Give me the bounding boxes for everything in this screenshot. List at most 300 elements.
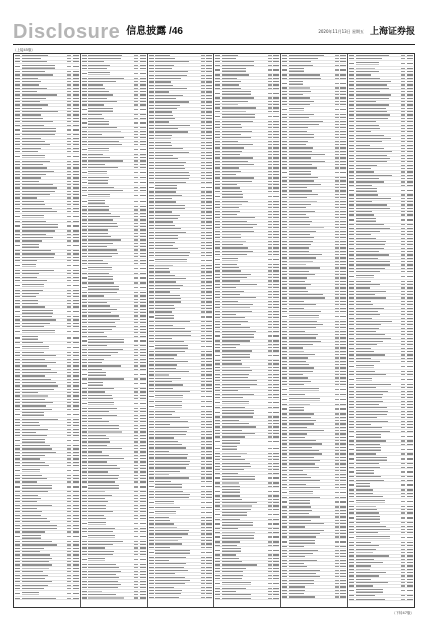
cell-name bbox=[22, 310, 53, 314]
cell-grp bbox=[335, 354, 339, 355]
cell-name bbox=[22, 554, 50, 555]
cell-grp bbox=[201, 118, 205, 119]
cell-no bbox=[149, 205, 154, 206]
cell-grp bbox=[401, 234, 405, 235]
cell-grp bbox=[134, 591, 138, 592]
cell-name bbox=[22, 535, 41, 539]
cell-name bbox=[222, 367, 250, 368]
cell-name bbox=[222, 277, 247, 278]
cell-tag bbox=[340, 257, 346, 258]
cell-no bbox=[15, 365, 20, 366]
cell-name bbox=[22, 485, 52, 489]
cell-name bbox=[88, 256, 112, 257]
cell-name bbox=[222, 430, 242, 431]
table-column bbox=[81, 54, 148, 607]
cell-grp bbox=[268, 184, 272, 185]
cell-no bbox=[282, 357, 287, 358]
cell-name bbox=[22, 94, 57, 95]
cell-name bbox=[356, 178, 379, 179]
cell-name bbox=[222, 473, 238, 474]
cell-no bbox=[15, 518, 20, 519]
cell-tag bbox=[140, 319, 146, 320]
cell-tag bbox=[340, 201, 346, 202]
cell-tag bbox=[340, 470, 346, 471]
cell-grp bbox=[201, 494, 205, 495]
cell-no bbox=[15, 265, 20, 266]
cell-name bbox=[356, 161, 387, 162]
cell-tag bbox=[407, 55, 413, 56]
cell-name bbox=[356, 101, 376, 102]
cell-grp bbox=[335, 470, 339, 471]
cell-grp bbox=[201, 121, 205, 122]
cell-tag bbox=[206, 388, 212, 389]
cell-tag bbox=[340, 408, 346, 409]
cell-name bbox=[222, 211, 240, 212]
cell-tag bbox=[140, 554, 146, 555]
cell-tag bbox=[340, 541, 346, 542]
cell-name bbox=[289, 304, 316, 305]
cell-grp bbox=[134, 98, 138, 99]
cell-tag bbox=[273, 532, 279, 533]
cell-name bbox=[88, 299, 120, 300]
cell-no bbox=[15, 544, 20, 545]
cell-tag bbox=[140, 253, 146, 254]
cell-name bbox=[222, 284, 257, 285]
cell-no bbox=[149, 331, 154, 332]
cell-tag bbox=[206, 451, 212, 452]
cell-tag bbox=[206, 381, 212, 382]
cell-tag bbox=[73, 379, 79, 380]
cell-grp bbox=[335, 167, 339, 168]
cell-no bbox=[215, 367, 220, 368]
cell-grp bbox=[401, 111, 405, 112]
cell-name bbox=[155, 533, 188, 534]
cell-name bbox=[88, 309, 117, 310]
cell-name bbox=[22, 389, 54, 390]
cell-no bbox=[349, 101, 354, 102]
cell-name bbox=[88, 276, 113, 280]
cell-no bbox=[282, 91, 287, 92]
cell-grp bbox=[268, 456, 272, 457]
cell-grp bbox=[67, 331, 71, 332]
cell-no bbox=[82, 144, 87, 145]
cell-name bbox=[88, 65, 110, 66]
cell-no bbox=[215, 164, 220, 165]
cell-no bbox=[15, 55, 20, 56]
cell-name bbox=[356, 121, 376, 122]
cell-tag bbox=[73, 395, 79, 396]
cell-name bbox=[155, 118, 175, 119]
cell-grp bbox=[134, 141, 138, 142]
cell-no bbox=[15, 91, 20, 92]
cell-name bbox=[155, 570, 188, 571]
cell-grp bbox=[268, 495, 272, 496]
cell-grp bbox=[335, 264, 339, 265]
cell-grp bbox=[67, 94, 71, 95]
cell-tag bbox=[340, 516, 346, 517]
cell-tag bbox=[73, 91, 79, 92]
cell-no bbox=[82, 523, 87, 524]
cell-name bbox=[222, 334, 254, 338]
cell-no bbox=[215, 161, 220, 162]
cell-name bbox=[155, 152, 189, 153]
cell-tag bbox=[140, 149, 146, 150]
cell-grp bbox=[67, 81, 71, 82]
cell-no bbox=[149, 491, 154, 492]
cell-name bbox=[222, 489, 240, 493]
cell-grp bbox=[134, 295, 138, 296]
cell-name bbox=[289, 217, 309, 218]
cell-grp bbox=[67, 118, 71, 119]
cell-name bbox=[155, 477, 189, 478]
cell-grp bbox=[268, 58, 272, 59]
cell-tag bbox=[140, 58, 146, 59]
cell-no bbox=[15, 575, 20, 576]
cell-grp bbox=[67, 455, 71, 456]
cell-no bbox=[215, 331, 220, 332]
cell-name bbox=[22, 55, 48, 56]
cell-tag bbox=[273, 227, 279, 228]
cell-no bbox=[215, 211, 220, 212]
cell-no bbox=[82, 329, 87, 330]
cell-tag bbox=[340, 430, 346, 431]
cell-grp bbox=[268, 291, 272, 292]
cell-grp bbox=[67, 402, 71, 403]
cell-grp bbox=[335, 533, 339, 534]
cell-tag bbox=[407, 287, 413, 288]
cell-name bbox=[22, 78, 38, 79]
cell-name bbox=[88, 68, 107, 69]
cell-grp bbox=[67, 521, 71, 522]
cell-name bbox=[222, 433, 255, 434]
cell-grp bbox=[401, 155, 405, 156]
cell-name bbox=[22, 568, 49, 569]
cell-name bbox=[289, 104, 310, 105]
cell-no bbox=[282, 287, 287, 288]
cell-tag bbox=[206, 597, 212, 598]
cell-tag bbox=[340, 284, 346, 285]
cell-tag bbox=[140, 458, 146, 459]
cell-tag bbox=[273, 463, 279, 464]
cell-tag bbox=[73, 501, 79, 502]
cell-grp bbox=[335, 440, 339, 441]
cell-tag bbox=[140, 65, 146, 66]
cell-tag bbox=[73, 409, 79, 410]
cell-tag bbox=[407, 138, 413, 139]
cell-no bbox=[82, 319, 87, 320]
cell-name bbox=[222, 588, 246, 589]
cell-tag bbox=[73, 511, 79, 512]
cell-grp bbox=[67, 265, 71, 266]
cell-no bbox=[349, 114, 354, 115]
cell-grp bbox=[67, 191, 71, 192]
cell-grp bbox=[335, 450, 339, 451]
cell-tag bbox=[340, 247, 346, 248]
cell-tag bbox=[340, 560, 346, 561]
cell-no bbox=[215, 201, 220, 202]
cell-no bbox=[15, 296, 20, 297]
cell-name bbox=[22, 544, 57, 545]
cell-name bbox=[88, 167, 118, 168]
cell-tag bbox=[73, 347, 79, 348]
cell-grp bbox=[335, 69, 339, 70]
cell-no bbox=[282, 197, 287, 198]
cell-name bbox=[22, 58, 41, 59]
cell-name bbox=[356, 314, 380, 315]
cell-grp bbox=[201, 135, 205, 136]
cell-no bbox=[149, 182, 154, 183]
cell-grp bbox=[67, 405, 71, 406]
cell-no bbox=[15, 511, 20, 512]
cell-name bbox=[22, 303, 38, 304]
cell-grp bbox=[401, 244, 405, 245]
cell-no bbox=[82, 441, 87, 442]
cell-tag bbox=[140, 468, 146, 469]
table-row bbox=[282, 596, 346, 599]
cell-name bbox=[289, 157, 311, 158]
cell-no bbox=[282, 560, 287, 561]
cell-no bbox=[15, 151, 20, 152]
cell-no bbox=[215, 204, 220, 205]
cell-no bbox=[149, 414, 154, 415]
cell-name bbox=[88, 180, 108, 184]
cell-grp bbox=[134, 458, 138, 459]
cell-grp bbox=[335, 541, 339, 542]
cell-tag bbox=[140, 428, 146, 429]
cell-grp bbox=[268, 161, 272, 162]
cell-grp bbox=[67, 422, 71, 423]
cell-tag bbox=[407, 88, 413, 89]
cell-tag bbox=[340, 533, 346, 534]
cell-grp bbox=[401, 78, 405, 79]
cell-tag bbox=[273, 502, 279, 503]
cell-grp bbox=[335, 144, 339, 145]
cell-tag bbox=[340, 487, 346, 488]
cell-no bbox=[282, 194, 287, 195]
cell-grp bbox=[134, 114, 138, 115]
cell-name bbox=[88, 171, 107, 175]
cell-name bbox=[88, 418, 102, 419]
cell-no bbox=[282, 121, 287, 122]
cell-no bbox=[149, 215, 154, 216]
cell-name bbox=[22, 250, 51, 251]
cell-no bbox=[215, 121, 220, 122]
cell-no bbox=[282, 241, 287, 242]
cell-grp bbox=[201, 540, 205, 541]
cell-grp bbox=[201, 421, 205, 422]
cell-grp bbox=[134, 246, 138, 247]
cell-no bbox=[282, 347, 287, 348]
cell-tag bbox=[206, 543, 212, 544]
cell-name bbox=[155, 301, 181, 302]
cell-name bbox=[289, 563, 304, 564]
cell-name bbox=[155, 530, 189, 531]
cell-no bbox=[349, 224, 354, 225]
cell-no bbox=[15, 187, 20, 188]
cell-name bbox=[155, 145, 172, 146]
cell-no bbox=[82, 246, 87, 247]
cell-tag bbox=[340, 523, 346, 524]
cell-grp bbox=[134, 455, 138, 456]
cell-no bbox=[282, 144, 287, 145]
cell-tag bbox=[206, 391, 212, 392]
cell-name bbox=[222, 594, 251, 595]
cell-grp bbox=[201, 441, 205, 442]
cell-tag bbox=[73, 108, 79, 109]
cell-grp bbox=[401, 131, 405, 132]
cell-no bbox=[149, 111, 154, 112]
cell-no bbox=[82, 486, 87, 487]
cell-no bbox=[282, 291, 287, 292]
cell-name bbox=[356, 294, 375, 295]
cell-name bbox=[22, 300, 38, 301]
cell-grp bbox=[67, 88, 71, 89]
cell-tag bbox=[273, 335, 279, 336]
cell-tag bbox=[340, 241, 346, 242]
cell-name bbox=[289, 81, 303, 85]
cell-no bbox=[349, 238, 354, 239]
cell-grp bbox=[67, 508, 71, 509]
cell-grp bbox=[335, 324, 339, 325]
cell-name bbox=[155, 501, 174, 505]
cell-name bbox=[222, 519, 240, 520]
cell-grp bbox=[201, 221, 205, 222]
cell-no bbox=[82, 149, 87, 150]
cell-name bbox=[222, 327, 250, 328]
cell-grp bbox=[67, 184, 71, 185]
cell-grp bbox=[201, 328, 205, 329]
cell-name bbox=[88, 558, 105, 562]
cell-tag bbox=[140, 415, 146, 416]
cell-no bbox=[215, 335, 220, 336]
cell-no bbox=[15, 402, 20, 403]
cell-no bbox=[215, 234, 220, 235]
cell-no bbox=[215, 259, 220, 260]
cell-name bbox=[155, 148, 183, 149]
cell-grp bbox=[335, 497, 339, 498]
cell-name bbox=[222, 137, 251, 138]
cell-grp bbox=[268, 402, 272, 403]
cell-grp bbox=[268, 466, 272, 467]
cell-grp bbox=[401, 55, 405, 56]
cell-no bbox=[215, 477, 220, 478]
cell-no bbox=[215, 463, 220, 464]
cell-no bbox=[15, 144, 20, 145]
cell-grp bbox=[335, 337, 339, 338]
cell-name bbox=[289, 491, 313, 495]
cell-no bbox=[82, 425, 87, 426]
cell-no bbox=[349, 294, 354, 295]
cell-tag bbox=[206, 590, 212, 591]
cell-name bbox=[88, 541, 123, 542]
cell-grp bbox=[335, 443, 339, 444]
cell-tag bbox=[407, 311, 413, 312]
cell-name bbox=[88, 157, 110, 158]
cell-name bbox=[22, 65, 55, 69]
cell-tag bbox=[73, 104, 79, 105]
cell-name bbox=[222, 154, 240, 155]
cell-name bbox=[289, 596, 315, 597]
cell-grp bbox=[268, 304, 272, 305]
cell-tag bbox=[140, 167, 146, 168]
cell-no bbox=[349, 121, 354, 122]
cell-name bbox=[22, 462, 45, 463]
cell-no bbox=[215, 344, 220, 345]
cell-tag bbox=[340, 281, 346, 282]
cell-tag bbox=[73, 389, 79, 390]
cell-tag bbox=[140, 374, 146, 375]
cell-name bbox=[222, 264, 237, 265]
cell-name bbox=[22, 372, 57, 373]
cell-no bbox=[282, 304, 287, 305]
cell-tag bbox=[206, 145, 212, 146]
cell-name bbox=[155, 474, 169, 475]
cell-tag bbox=[273, 360, 279, 361]
cell-no bbox=[215, 274, 220, 275]
cell-no bbox=[282, 423, 287, 424]
cell-no bbox=[15, 362, 20, 363]
cell-name bbox=[356, 341, 383, 342]
cell-grp bbox=[268, 541, 272, 542]
cell-tag bbox=[73, 525, 79, 526]
cell-no bbox=[282, 234, 287, 235]
cell-no bbox=[15, 167, 20, 168]
cell-tag bbox=[206, 577, 212, 578]
cell-tag bbox=[273, 264, 279, 265]
cell-name bbox=[356, 204, 387, 205]
cell-name bbox=[222, 564, 257, 565]
cell-name bbox=[155, 278, 186, 279]
cell-name bbox=[222, 184, 237, 185]
cell-tag bbox=[407, 128, 413, 129]
cell-no bbox=[149, 381, 154, 382]
cell-no bbox=[15, 508, 20, 509]
cell-grp bbox=[268, 536, 272, 537]
cell-name bbox=[155, 131, 188, 132]
cell-grp bbox=[335, 187, 339, 188]
cell-no bbox=[15, 486, 20, 487]
cell-grp bbox=[201, 301, 205, 302]
cell-tag bbox=[140, 164, 146, 165]
cell-grp bbox=[401, 284, 405, 285]
cell-no bbox=[15, 221, 20, 222]
cell-grp bbox=[134, 239, 138, 240]
cell-no bbox=[149, 121, 154, 122]
cell-grp bbox=[268, 88, 272, 89]
cell-no bbox=[149, 431, 154, 432]
cell-no bbox=[15, 440, 20, 441]
cell-no bbox=[15, 208, 20, 209]
cell-tag bbox=[407, 114, 413, 115]
cell-name bbox=[222, 234, 241, 235]
cell-no bbox=[149, 341, 154, 342]
cell-tag bbox=[273, 594, 279, 595]
cell-name bbox=[88, 421, 109, 422]
cell-name bbox=[22, 91, 37, 92]
cell-name bbox=[289, 570, 320, 571]
cell-tag bbox=[206, 486, 212, 487]
cell-no bbox=[149, 580, 154, 581]
cell-tag bbox=[206, 191, 212, 192]
cell-no bbox=[349, 258, 354, 259]
cell-grp bbox=[401, 145, 405, 146]
cell-grp bbox=[67, 568, 71, 569]
cell-tag bbox=[206, 75, 212, 76]
cell-grp bbox=[335, 74, 339, 75]
cell-name bbox=[155, 315, 174, 319]
cell-tag bbox=[140, 73, 146, 74]
cell-tag bbox=[73, 55, 79, 56]
